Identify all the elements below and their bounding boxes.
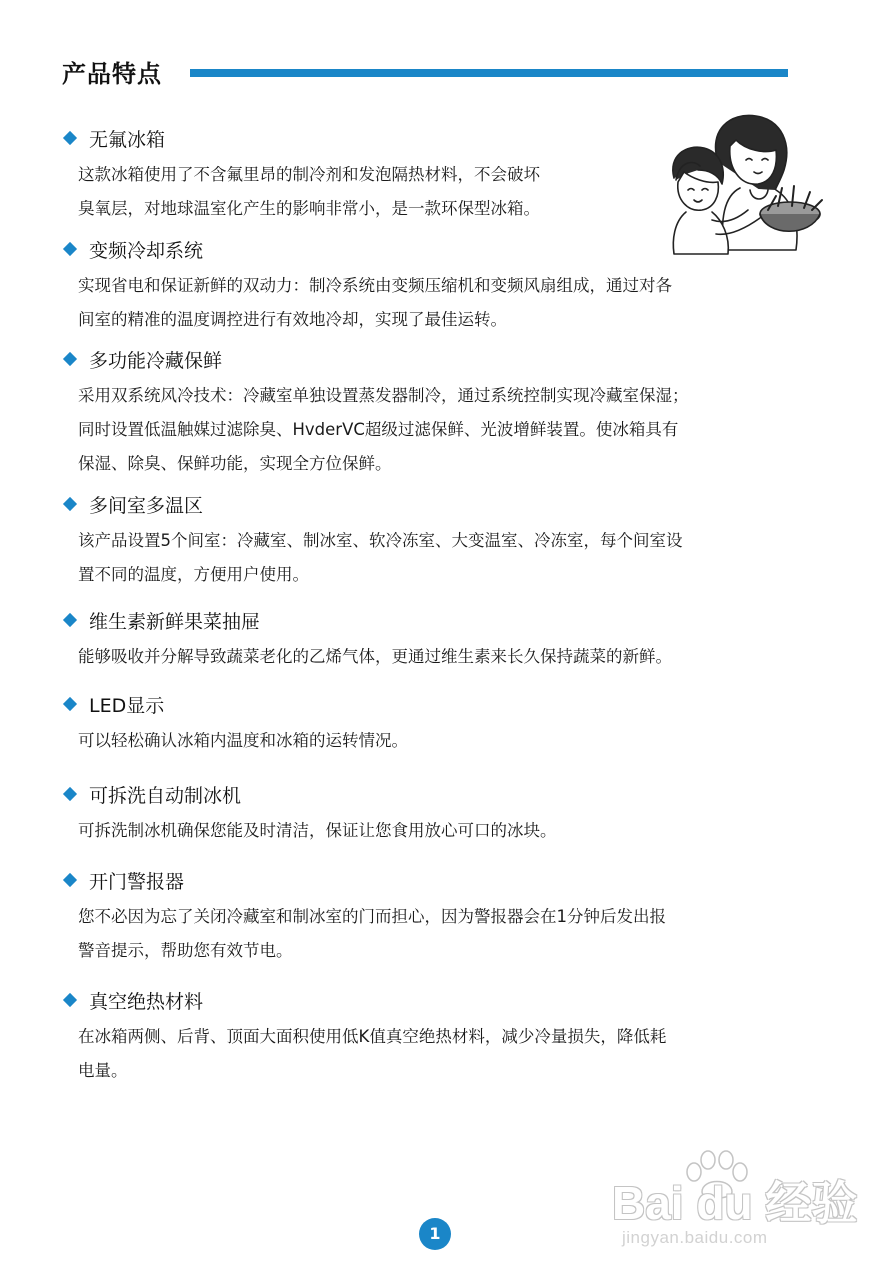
diamond-bullet-icon — [63, 242, 77, 256]
feature-title-text: 开门警报器 — [89, 870, 185, 893]
feature-title — [62, 780, 557, 808]
feature-description — [78, 900, 666, 968]
description-line: 这款冰箱使用了不含氟里昂的制冷剂和发泡隔热材料，不会破坏 — [78, 165, 540, 184]
feature-section — [62, 866, 666, 968]
feature-title-text: 真空绝热材料 — [89, 990, 204, 1013]
feature-description — [78, 379, 689, 481]
feature-title — [62, 490, 683, 518]
baidu-jingyan-watermark — [608, 1148, 858, 1254]
feature-description — [78, 814, 557, 848]
feature-description — [78, 524, 683, 592]
description-line: 间室的精准的温度调控进行有效地冷却，实现了最佳运转。 — [78, 310, 507, 329]
description-line: 采用双系统风冷技术：冷藏室单独设置蒸发器制冷，通过系统控制实现冷藏室保湿； — [78, 386, 689, 405]
description-line: 您不必因为忘了关闭冷藏室和制冰室的门而担心，因为警报器会在1分钟后发出报 — [78, 907, 666, 926]
page-title: 产品特点 — [62, 60, 162, 88]
diamond-bullet-icon — [63, 697, 77, 711]
diamond-bullet-icon — [63, 787, 77, 801]
feature-section — [62, 780, 557, 848]
feature-section — [62, 235, 672, 337]
description-line: 在冰箱两侧、后背、顶面大面积使用低K值真空绝热材料，减少冷量损失，降低耗 — [78, 1027, 667, 1046]
description-line: 可以轻松确认冰箱内温度和冰箱的运转情况。 — [78, 731, 408, 750]
feature-title-text: 多功能冷藏保鲜 — [89, 349, 223, 372]
feature-description — [78, 269, 672, 337]
header-rule — [190, 69, 788, 77]
feature-description — [78, 1020, 666, 1088]
feature-title — [62, 606, 672, 634]
feature-section — [62, 490, 683, 592]
feature-description — [78, 158, 540, 226]
feature-description — [78, 724, 408, 758]
feature-title — [62, 690, 408, 718]
description-line: 同时设置低温触媒过滤除臭、HvderVC超级过滤保鲜、光波增鲜装置。使冰箱具有 — [78, 420, 679, 439]
diamond-bullet-icon — [63, 497, 77, 511]
feature-title-text: 可拆洗自动制冰机 — [89, 784, 242, 807]
feature-title-text: 变频冷却系统 — [89, 239, 204, 262]
diamond-bullet-icon — [63, 352, 77, 366]
mother-and-child-with-vegetables-icon — [660, 110, 826, 258]
diamond-bullet-icon — [63, 613, 77, 627]
description-line: 臭氧层，对地球温室化产生的影响非常小，是一款环保型冰箱。 — [78, 199, 540, 218]
feature-description — [78, 640, 672, 674]
description-line: 可拆洗制冰机确保您能及时清洁，保证让您食用放心可口的冰块。 — [78, 821, 557, 840]
description-line: 保湿、除臭、保鲜功能，实现全方位保鲜。 — [78, 454, 392, 473]
feature-title — [62, 986, 666, 1014]
feature-section — [62, 986, 666, 1088]
diamond-bullet-icon — [63, 993, 77, 1007]
description-line: 该产品设置5个间室：冷藏室、制冰室、软冷冻室、大变温室、冷冻室，每个间室设 — [78, 531, 683, 550]
feature-title-text: 无氟冰箱 — [89, 128, 166, 151]
description-line: 置不同的温度，方便用户使用。 — [78, 565, 309, 584]
feature-title — [62, 866, 666, 894]
feature-section — [62, 690, 408, 758]
watermark-url: jingyan.baidu.com — [622, 1228, 768, 1247]
description-line: 实现省电和保证新鲜的双动力：制冷系统由变频压缩机和变频风扇组成，通过对各 — [78, 276, 672, 295]
page-header — [62, 56, 788, 92]
description-line: 能够吸收并分解导致蔬菜老化的乙烯气体，更通过维生素来长久保持蔬菜的新鲜。 — [78, 647, 672, 666]
page-number: 1 — [419, 1218, 451, 1250]
feature-title — [62, 124, 540, 152]
feature-section — [62, 345, 689, 481]
description-line: 警音提示，帮助您有效节电。 — [78, 941, 293, 960]
feature-title-text: 维生素新鲜果菜抽屉 — [89, 610, 261, 633]
diamond-bullet-icon — [63, 131, 77, 145]
feature-section — [62, 606, 672, 674]
diamond-bullet-icon — [63, 873, 77, 887]
feature-title — [62, 345, 689, 373]
feature-title — [62, 235, 672, 263]
description-line: 电量。 — [78, 1061, 128, 1080]
watermark-logo: Bai du 经验 — [612, 1177, 858, 1229]
feature-title-text: LED显示 — [89, 694, 165, 717]
feature-section — [62, 124, 540, 226]
feature-title-text: 多间室多温区 — [89, 494, 204, 517]
